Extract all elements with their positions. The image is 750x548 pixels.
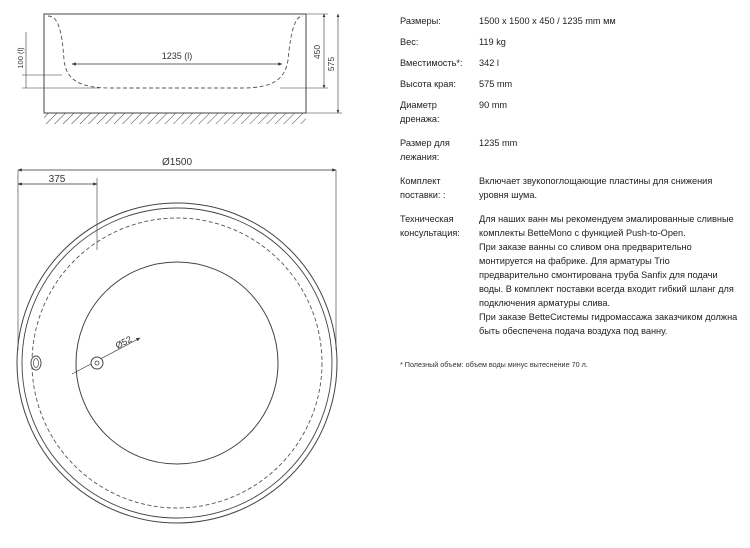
spec-value <box>479 35 740 49</box>
diameter-label: Ø1500 <box>161 157 193 168</box>
spec-row <box>400 174 740 202</box>
drain-icon <box>91 357 103 369</box>
spec-value-line: 342 l <box>479 58 499 68</box>
spec-value-line: 119 kg <box>479 37 506 47</box>
technical-drawing <box>0 0 360 548</box>
tub-body <box>44 14 306 113</box>
spec-value <box>479 14 740 28</box>
floor-hatch <box>44 113 306 124</box>
spec-label: Размеры: <box>400 16 441 26</box>
spec-value <box>479 136 740 164</box>
spec-value-line: 1235 mm <box>479 138 518 148</box>
overflow-icon <box>31 356 41 370</box>
top-view <box>17 157 337 523</box>
spec-row <box>400 56 740 70</box>
drain-diameter-label: Ø52 <box>113 333 134 351</box>
spec-value-line: При заказе ванны со сливом она предварительно монтируется на фабрике. Для арматуры Trio предварительно смонтирована труба Sanfix для подачи воды. В комплект поставки всегда входит гибкий шланг для подключения арматуры слива. <box>479 242 734 308</box>
spec-label: Диаметр дренажа: <box>400 100 440 124</box>
spec-value <box>479 77 740 91</box>
spec-label: Техническая консультация: <box>400 214 460 238</box>
spec-value-line: 90 mm <box>479 100 508 110</box>
spec-row <box>400 212 740 338</box>
spec-value-line: 575 mm <box>479 79 513 89</box>
spec-value <box>479 174 740 202</box>
spec-label: Комплект поставки: : <box>400 176 446 200</box>
inner-height-label: 450 <box>312 44 322 60</box>
spec-value-line: Включает звукопоглощающие пластины для снижения уровня шума. <box>479 176 713 200</box>
inner-length-label: 1235 (l) <box>161 51 193 61</box>
footnote: * Полезный объем: объем воды минус вытеснение 70 л. <box>400 360 588 369</box>
spec-row <box>400 14 740 28</box>
spec-list <box>400 14 740 348</box>
spec-value-line: Для наших ванн мы рекомендуем эмалированные сливные комплекты BetteMono с функцией Push-to-Open. <box>479 214 734 238</box>
spec-label: Вес: <box>400 37 419 47</box>
spec-row <box>400 136 740 164</box>
tub-outer-rim <box>17 203 337 523</box>
spec-row <box>400 98 740 126</box>
drain-offset-label: 375 <box>48 174 66 185</box>
spec-value <box>479 98 740 126</box>
tub-bottom <box>76 262 278 464</box>
spec-row <box>400 35 740 49</box>
spec-value <box>479 56 740 70</box>
total-height-label: 575 <box>326 56 336 72</box>
spec-label: Вместимость*: <box>400 58 463 68</box>
spec-label: Высота края: <box>400 79 456 89</box>
side-view <box>16 14 342 124</box>
spec-label: Размер для лежания: <box>400 138 450 162</box>
tub-rim-inner <box>22 208 332 518</box>
spec-row <box>400 77 740 91</box>
spec-value <box>479 212 740 338</box>
spec-value-line: 1500 x 1500 x 450 / 1235 mm мм <box>479 16 616 26</box>
overflow-height-label: 100 (l) <box>16 47 25 69</box>
spec-value-line: При заказе BetteСистемы гидромассажа заказчиком должна быть обеспечена подача воздуха под ванну. <box>479 312 738 336</box>
